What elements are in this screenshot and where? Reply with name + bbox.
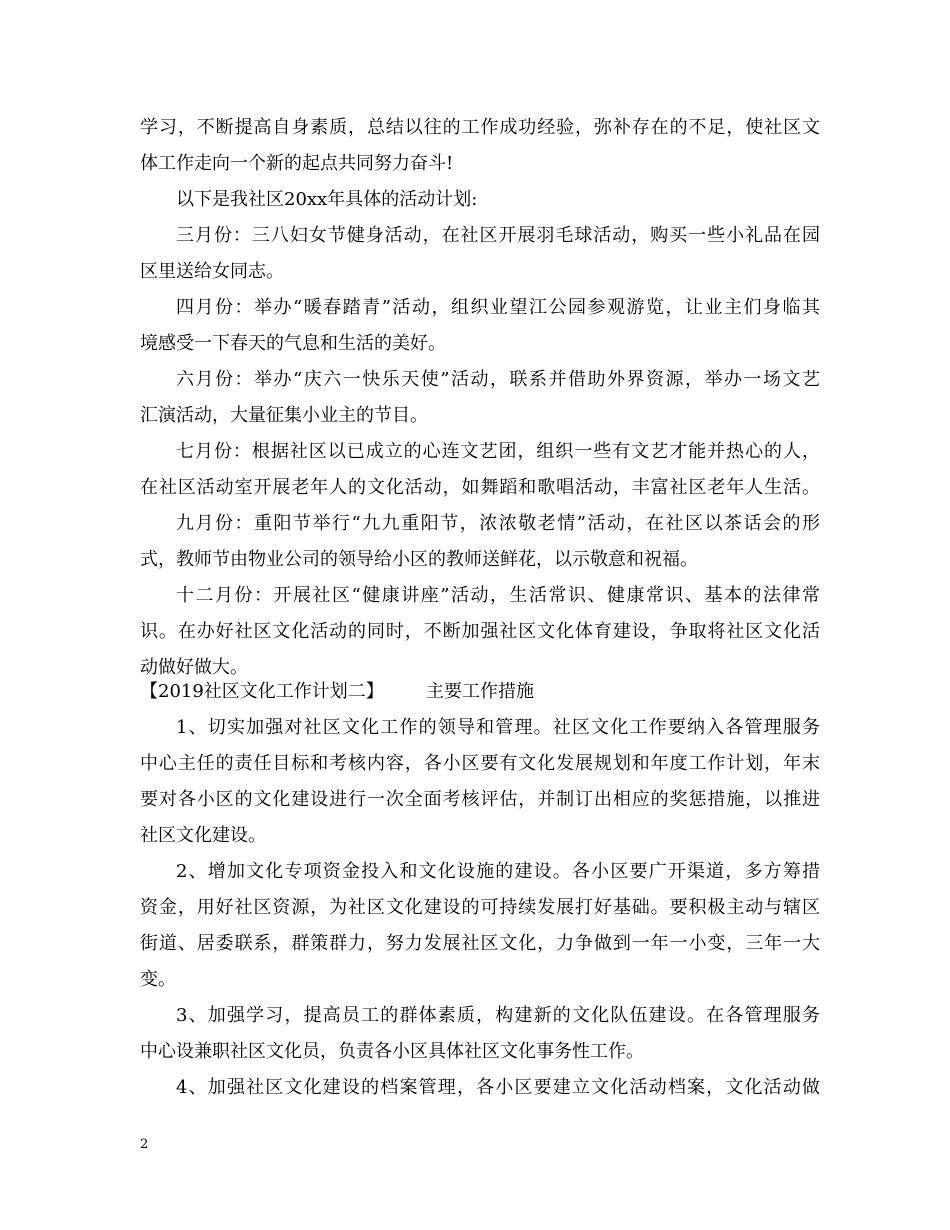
text-line: 资金，用好社区资源，为社区文化建设的可持续发展打好基础。要积极主动与辖区 (140, 897, 820, 918)
text-line: 十二月份：开展社区“健康讲座”活动，生活常识、健康常识、基本的法律常 (176, 585, 820, 606)
text-line: 九月份：重阳节举行“九九重阳节，浓浓敬老情”活动，在社区以茶话会的形 (176, 513, 820, 534)
text-line: 区里送给女同志。 (140, 261, 284, 282)
text-line: 3、加强学习，提高员工的群体素质，构建新的文化队伍建设。在各管理服务 (176, 1005, 820, 1026)
text-line: 四月份：举办“暖春踏青”活动，组织业望江公园参观游览，让业主们身临其 (176, 297, 820, 318)
text-line: 境感受一下春天的气息和生活的美好。 (140, 333, 446, 354)
section-title: 【2019社区文化工作计划二】 (140, 681, 384, 702)
text-line: 中心设兼职社区文化员，负责各小区具体社区文化事务性工作。 (140, 1041, 644, 1062)
text-line: 1、切实加强对社区文化工作的领导和管理。社区文化工作要纳入各管理服务 (176, 717, 820, 738)
text-line: 中心主任的责任目标和考核内容，各小区要有文化发展规划和年度工作计划，年末 (140, 753, 820, 774)
text-line: 识。在办好社区文化活动的同时，不断加强社区文化体育建设，争取将社区文化活 (140, 621, 820, 642)
text-line: 三月份：三八妇女节健身活动，在社区开展羽毛球活动，购买一些小礼品在园 (176, 225, 820, 246)
text-line: 学习，不断提高自身素质，总结以往的工作成功经验，弥补存在的不足，使社区文 (140, 117, 820, 138)
text-line: 汇演活动，大量征集小业主的节目。 (140, 405, 428, 426)
text-line: 以下是我社区20xx年具体的活动计划: (176, 189, 478, 210)
page-number: 2 (140, 1137, 149, 1152)
text-line: 社区文化建设。 (140, 825, 266, 846)
section-subtitle: 主要工作措施 (426, 681, 534, 702)
text-line: 式，教师节由物业公司的领导给小区的教师送鲜花，以示敬意和祝福。 (140, 549, 698, 570)
text-line: 七月份：根据社区以已成立的心连文艺团，组织一些有文艺才能并热心的人， (176, 441, 820, 462)
text-line: 2、增加文化专项资金投入和文化设施的建设。各小区要广开渠道，多方筹措 (176, 861, 820, 882)
text-line: 4、加强社区文化建设的档案管理，各小区要建立文化活动档案，文化活动做 (176, 1077, 820, 1098)
text-line: 六月份：举办“庆六一快乐天使”活动，联系并借助外界资源，举办一场文艺 (176, 369, 820, 390)
text-line: 变。 (140, 969, 176, 990)
text-line: 体工作走向一个新的起点共同努力奋斗! (140, 153, 454, 174)
text-line: 动做好做大。 (140, 657, 248, 678)
section-heading (140, 680, 534, 704)
text-line: 要对各小区的文化建设进行一次全面考核评估，并制订出相应的奖惩措施，以推进 (140, 789, 820, 810)
text-line: 街道、居委联系，群策群力，努力发展社区文化，力争做到一年一小变，三年一大 (140, 933, 820, 954)
text-line: 在社区活动室开展老年人的文化活动，如舞蹈和歌唱活动，丰富社区老年人生活。 (140, 477, 820, 498)
